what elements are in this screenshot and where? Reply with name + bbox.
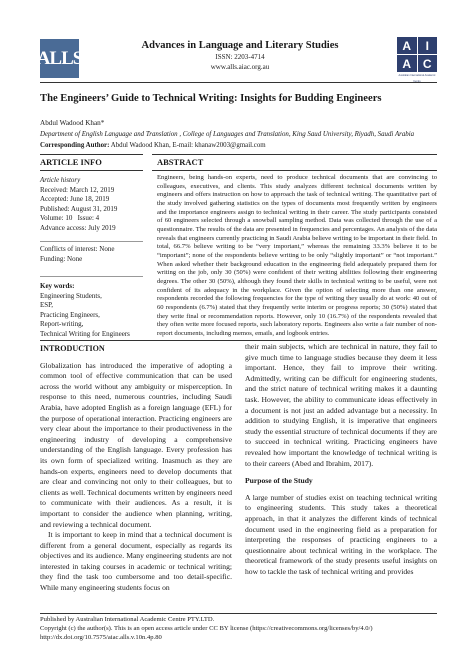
logo-text: ALLS	[36, 47, 83, 69]
journal-title: Advances in Language and Literary Studies	[141, 40, 339, 51]
accepted-date: Accepted: June 18, 2019	[40, 195, 110, 203]
divider	[40, 241, 143, 242]
header-divider	[40, 82, 437, 83]
license-note[interactable]: Copyright (c) the author(s). This is an open access article under CC BY license (https://creativecommons.org/licenses/by/4.0/)	[40, 624, 373, 632]
divider	[152, 170, 437, 171]
keywords-label: Key words:	[40, 282, 75, 290]
logo-letter: A	[397, 55, 417, 72]
author-affiliation: Department of English Language and Translation , College of Languages and Translation, King Saud University, Riyadh, Saudi Arabia	[40, 131, 415, 138]
conflicts-of-interest: Conflicts of interest: None	[40, 245, 115, 253]
purpose-heading: Purpose of the Study	[245, 476, 313, 486]
keywords	[40, 282, 130, 339]
doi-link[interactable]: http://dx.doi.org/10.7575/aiac.alls.v.10n.4p.80	[40, 633, 162, 641]
journal-website[interactable]: www.alls.aiac.org.au	[210, 63, 270, 71]
logo-caption: Australian International Academic	[398, 74, 436, 77]
keyword: Technical Writing for Engineers	[40, 329, 130, 338]
logo-letter: A	[397, 37, 417, 54]
logo-letter: C	[418, 55, 438, 72]
corresponding-label: Corresponding Author:	[40, 142, 110, 149]
advance-access: Advance access: July 2019	[40, 223, 116, 232]
author-name: Abdul Wadood Khan*	[40, 119, 105, 127]
funding: Funding: None	[40, 254, 83, 263]
introduction-heading: INTRODUCTION	[40, 344, 105, 353]
paragraph: Globalization has introduced the imperative of adopting a common tool of effective communication that can be used across the world without any ambiguity or misperception. In response to this need, numerous countries, including Saudi Arabia, have adopted English as a foreign language (EFL) for the purpose of operational interaction. Practicing engineers are very clear about the importance to their productiveness in the engineering industry of developing a comprehensive understanding of the English language. Every profession has its own form of specialized writing. Inasmuch as they are hands-on experts, engineers need to develop documents that are clear and convincing not only to their colleagues, but to clients as well. Technical documents written by engineers need to communicate with their audiences. As a result, it is important to consider the audience when planning, writing, and reviewing a technical document.	[40, 360, 232, 529]
divider	[40, 276, 143, 277]
article-info-heading: ARTICLE INFO	[40, 157, 102, 167]
page-footer	[40, 616, 373, 642]
corresponding-author	[40, 142, 266, 149]
keyword: Engineering Students,	[40, 291, 102, 300]
journal-logo-left	[36, 39, 83, 78]
declarations	[40, 245, 114, 264]
journal-issn: ISSN: 2203-4714	[215, 53, 265, 61]
paper-title: The Engineers’ Guide to Technical Writing: Insights for Budding Engineers	[40, 93, 382, 104]
abstract-heading: ABSTRACT	[157, 157, 204, 167]
paragraph: A large number of studies exist on teaching technical writing to engineering students. This study takes a theoretical approach, in that it analyzes the different kinds of technical document used in the engineering field as a preparation for interpreting the responses of practicing engineers to a questionnaire about technical writing in the workplace. The theoretical framework of the study presents useful insights on how to tackle the task of technical writing and provides	[245, 492, 437, 576]
keyword: Report-writing,	[40, 320, 84, 328]
paragraph: their main subjects, which are technical in nature, they fail to give much time to language studies because they deem it less important. Hence, they fail to improve their writing. Admittedly, writing can be difficult for engineering students, and the strict nature of technical writing makes it a daunting task. However, the ability to communicate ideas effectively in a document is not just an added advantage but a necessity. In addition to studying English, it is imperative that engineers study the essential structure of technical documents if they are to succeed in technical writing. Practicing engineers have revealed how important the knowledge of technical writing is to their careers (Abed and Ibrahim, 2017).	[245, 342, 437, 468]
section-divider	[40, 340, 437, 341]
corresponding-contact[interactable]: Abdul Wadood Khan, E-mail: khanaw2003@gmail.com	[109, 142, 266, 149]
footer-divider	[40, 613, 437, 614]
publisher-note: Published by Australian International Academic Centre PTY.LTD.	[40, 616, 215, 623]
body-column-right	[245, 342, 437, 577]
journal-masthead	[110, 40, 370, 71]
divider	[152, 154, 437, 155]
article-history	[40, 176, 150, 233]
divider	[40, 154, 143, 155]
divider	[40, 170, 143, 171]
keyword: Practicing Engineers,	[40, 310, 100, 319]
volume-issue: Volume: 10 Issue: 4	[40, 214, 100, 222]
abstract-text: Engineers, being hands-on experts, need to produce technical documents that are convincing to colleagues, executives, and clients. This study analyzes different technical documents written by engineers and offers instruction on how to approach the task of technical writing. The quantitative part of the study involved gathering statistics on the types of documents most frequently written by engineers and the importance engineers assign to technical writing in their career. The study participants consisted of 60 engineers selected through a snowball sampling method. Data was collected through the use of a questionnaire. The results of the data are presented in frequencies and percentages. An analysis of the data reveals that engineers currently practicing in Saudi Arabia believe writing to be important in their field. In total, 66.7% believe writing to be “very important,” whereas the remaining 33.3% believe it to be “important”; none of the respondents believe writing to be only “slightly important” or “not important.” When asked whether their background education in the engineering field adequately prepared them for writing on the job, only 30 (50%) were confident of their writing abilities following their engineering degrees. The other 30 (50%), although they found their skills in technical writing to be useful, were not confident of its adequacy in the workplace. Given the option of selecting more than one answer, respondents recorded the following frequencies for the type of writing they usually do at work: 40 out of 60 respondents (6.7%) stated that they frequently write interim or progress reports; 30 (50%) stated that they write final or recommendation reports. However, only 10 (16.7%) of the respondents revealed that they often write more focused reports, such laboratory reports. Engineers also write a fair number of non-report documents, including memos, emails, and logbook entries.	[157, 174, 438, 337]
history-label: Article history	[40, 176, 81, 184]
publisher-logo-aiac	[397, 37, 437, 79]
keyword: ESP,	[40, 301, 54, 309]
received-date: Received: March 12, 2019	[40, 185, 115, 194]
published-date: Published: August 31, 2019	[40, 204, 118, 213]
paragraph: It is important to keep in mind that a technical document is different from a general document, especially as regards its objectives and its audience. Many engineering students are not interested in taking courses in academic or technical writing; they find the task too cumbersome and too detail-specific. While many engineering students focus on	[40, 530, 232, 593]
body-column-left	[40, 342, 232, 594]
logo-letter: I	[418, 37, 438, 54]
